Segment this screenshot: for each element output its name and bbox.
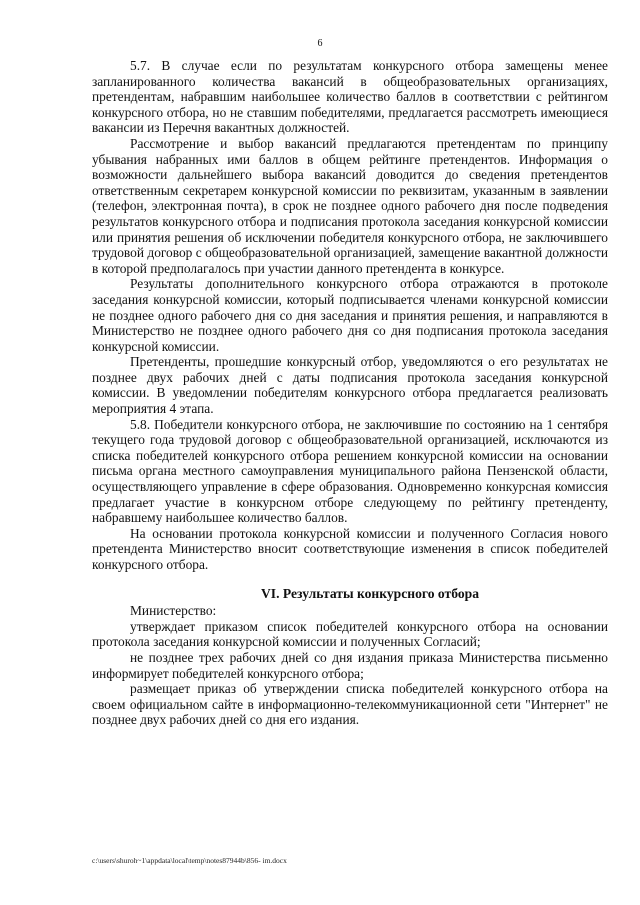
paragraph-approves-list: утверждает приказом список победителей конкурсного отбора на основании протокола заседания конкурсной комиссии и полученных Согласий; bbox=[92, 618, 608, 650]
paragraph-additional-results: Результаты дополнительного конкурсного отбора отражаются в протоколе заседания конкурсной комиссии, который подписывается членами конкурсной комиссии не позднее одного рабочего дня со дня заседания и принятия решения, и направляются в Министерство не позднее одного рабочего дня со дня подписания протокола заседания конкурсной комиссии. bbox=[92, 276, 608, 354]
paragraph-publishes-order: размещает приказ об утверждении списка победителей конкурсного отбора на своем официальном сайте в информационно-телекоммуникационной сети "Интернет" не позднее двух рабочих дней со дня его издания. bbox=[92, 681, 608, 728]
footer-file-path: c:\users\shuroh~1\appdata\local\temp\notes87944b\856- im.docx bbox=[92, 856, 287, 865]
paragraph-5-7: 5.7. В случае если по результатам конкурсного отбора замещены менее запланированного количества вакансий в общеобразовательных организациях, претендентам, набравшим наибольшее количество баллов в соответствии с рейтингом конкурсного отбора, но не ставшим победителями, предлагается рассмотреть имеющиеся вакансии из Перечня вакантных должностей. bbox=[92, 58, 608, 136]
paragraph-list-changes: На основании протокола конкурсной комиссии и полученного Согласия нового претендента Министерство вносит соответствующие изменения в список победителей конкурсного отбора. bbox=[92, 525, 608, 572]
paragraph-vacancy-selection: Рассмотрение и выбор вакансий предлагаются претендентам по принципу убывания набранных ими баллов в общем рейтинге претендентов. Информация о возможности дальнейшего выбора вакансий доводится до сведения претендентов ответственным секретарем конкурсной комиссии по реквизитам, указанным в заявлении (телефон, электронная почта), в срок не позднее одного рабочего дня после подведения результатов конкурсного отбора и подписания протокола заседания конкурсной комиссии или принятия решения об исключении победителя конкурсного отбора, не заключившего трудовой договор с общеобразовательной организацией, замещение вакантной должности в которой предполагалось при участии данного претендента в конкурсе. bbox=[92, 135, 608, 276]
paragraph-notification: Претенденты, прошедшие конкурсный отбор, уведомляются о его результатах не позднее двух рабочих дней с даты подписания протокола заседания конкурсной комиссии. В уведомлении победителям конкурсного отбора предлагается реализовать мероприятия 4 этапа. bbox=[92, 354, 608, 417]
page-number: 6 bbox=[317, 38, 323, 49]
document-body bbox=[92, 58, 608, 728]
paragraph-5-8: 5.8. Победители конкурсного отбора, не заключившие по состоянию на 1 сентября текущего года трудовой договор с общеобразовательной организацией, исключаются из списка победителей конкурсного отбора решением конкурсной комиссии на основании письма органа местного самоуправления муниципального района Пензенской области, осуществляющего управление в сфере образования. Одновременно конкурсная комиссия предлагает участие в конкурсном отборе следующему по рейтингу претенденту, набравшему наибольшее количество баллов. bbox=[92, 416, 608, 526]
paragraph-ministry: Министерство: bbox=[130, 603, 217, 619]
paragraph-informs-winners: не позднее трех рабочих дней со дня издания приказа Министерства письменно информирует победителей конкурсного отбора; bbox=[92, 649, 608, 681]
section-heading: VI. Результаты конкурсного отбора bbox=[260, 585, 479, 601]
